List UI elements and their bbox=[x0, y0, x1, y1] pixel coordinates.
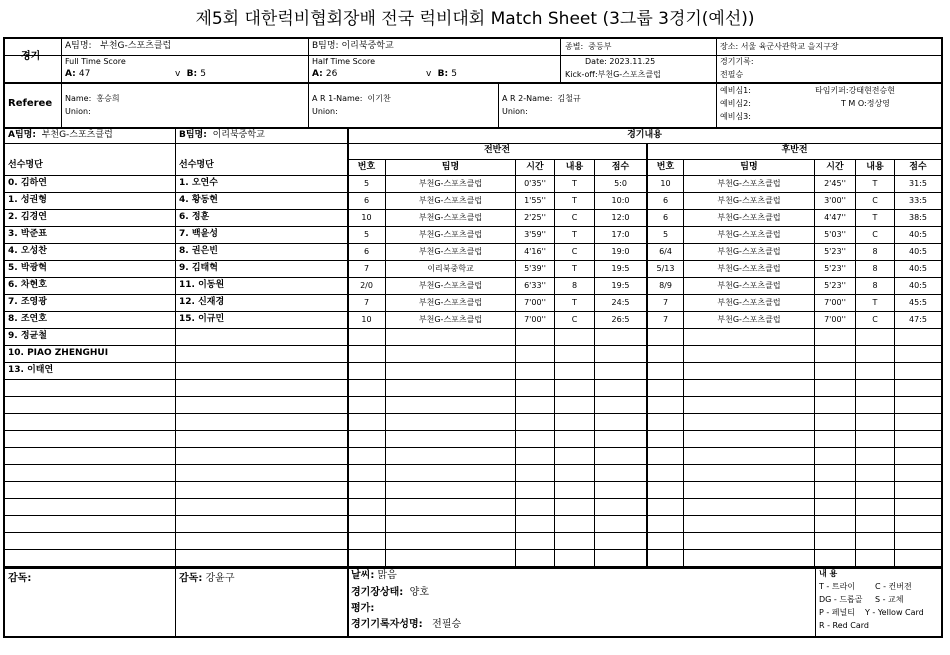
player-b: 9. 김태혁 bbox=[179, 263, 218, 273]
score-cell-first: 부천G-스포츠클럽 bbox=[418, 230, 483, 239]
player-a: 9. 정균철 bbox=[8, 331, 47, 341]
score-cell-first: 부천G-스포츠클럽 bbox=[418, 298, 483, 307]
score-cell-first: C bbox=[571, 315, 578, 324]
score-cell-first: 24:5 bbox=[611, 298, 630, 307]
score-cell-second: T bbox=[872, 298, 878, 307]
score-cell-second: 2'45'' bbox=[824, 179, 846, 188]
halftime-b-score: 5 bbox=[451, 69, 457, 79]
score-cell-second: 3'00'' bbox=[824, 196, 846, 205]
score-cell-first: 4'16'' bbox=[524, 247, 546, 256]
legend-item: R - Red Card bbox=[819, 621, 869, 630]
roster-b-header: 선수명단 bbox=[179, 160, 214, 170]
player-a: 3. 박준표 bbox=[8, 229, 47, 239]
referee-label: Referee bbox=[8, 98, 53, 109]
a-coach-label: 감독: bbox=[8, 573, 32, 584]
roster-b-team bbox=[179, 130, 265, 141]
score-cell-second: 8 bbox=[872, 247, 878, 256]
score-cell-first: 부천G-스포츠클럽 bbox=[418, 247, 483, 256]
second-half-header: 후반전 bbox=[781, 145, 808, 155]
eval-field bbox=[351, 603, 374, 615]
score-cell-second: 부천G-스포츠클럽 bbox=[717, 281, 781, 290]
score-cell-first: C bbox=[571, 213, 578, 222]
score-cell-second: 40:5 bbox=[909, 247, 927, 256]
referee-name-label: Name: bbox=[65, 94, 92, 103]
venue-label: 장소: bbox=[720, 42, 739, 51]
ar1-union-label: Union: bbox=[312, 107, 338, 116]
legend-item: P - 페널티 bbox=[819, 608, 855, 617]
ar2-name: 김철규 bbox=[557, 94, 581, 103]
score-cell-first: 2'25'' bbox=[524, 213, 546, 222]
fulltime-b: v B: 5 bbox=[175, 69, 206, 79]
score-cell-second: 5'23'' bbox=[824, 247, 846, 256]
score-cell-first: T bbox=[572, 179, 577, 188]
score-cell-first: 6 bbox=[363, 196, 370, 205]
player-a: 7. 조영광 bbox=[8, 297, 47, 307]
category-label: 종별: bbox=[565, 42, 584, 51]
player-a: 4. 오성찬 bbox=[8, 246, 47, 256]
score-cell-second: 4'47'' bbox=[824, 213, 846, 222]
score-cell-second: 5'03'' bbox=[824, 230, 846, 239]
ar2-label: A R 2-Name: bbox=[502, 94, 553, 103]
score-cell-first: 부천G-스포츠클럽 bbox=[418, 196, 483, 205]
score-cell-second: 7 bbox=[662, 298, 669, 307]
writer-label: 경기기록자성명: bbox=[351, 619, 423, 630]
b-team-label: B팀명: bbox=[312, 41, 339, 51]
date-value: 2023.11.25 bbox=[609, 57, 656, 66]
score-cell-second: 부천G-스포츠클럽 bbox=[717, 315, 781, 324]
score-cell-first: 10 bbox=[361, 315, 372, 324]
player-b: 12. 신재경 bbox=[179, 297, 225, 307]
player-b: 8. 권은빈 bbox=[179, 246, 218, 256]
player-b: 1. 오연수 bbox=[179, 178, 218, 188]
score-cell-first: 2/0 bbox=[360, 281, 373, 290]
score-cell-first: 10:0 bbox=[611, 196, 630, 205]
score-cell-second: 40:5 bbox=[909, 230, 927, 239]
col-header-first: 내용 bbox=[565, 162, 584, 172]
halftime-b: v B: 5 bbox=[426, 69, 457, 79]
legend-title: 내 용 bbox=[819, 569, 838, 578]
weather-label: 날씨: bbox=[351, 570, 375, 581]
col-header-first: 팀명 bbox=[441, 162, 460, 172]
score-cell-first: 부천G-스포츠클럽 bbox=[418, 315, 483, 324]
roster-a-header: 선수명단 bbox=[8, 160, 43, 170]
ar2-union-label: Union: bbox=[502, 107, 528, 116]
writer-field bbox=[351, 619, 461, 631]
score-cell-second: 6/4 bbox=[659, 247, 672, 256]
score-cell-second: 7'00'' bbox=[824, 315, 846, 324]
score-cell-second: 부천G-스포츠클럽 bbox=[717, 247, 781, 256]
score-cell-second: 47:5 bbox=[909, 315, 927, 324]
score-cell-first: 7'00'' bbox=[524, 298, 546, 307]
roster-a-name: 부천G-스포츠클럽 bbox=[41, 130, 113, 140]
venue-field bbox=[720, 42, 839, 52]
col-header-second: 점수 bbox=[909, 162, 927, 172]
score-cell-second: 8 bbox=[872, 281, 878, 290]
match-sheet bbox=[3, 37, 943, 638]
score-cell-second: 5'23'' bbox=[824, 281, 846, 290]
player-b: 4. 황동현 bbox=[179, 195, 218, 205]
weather-field bbox=[351, 570, 397, 582]
score-cell-first: 5 bbox=[363, 179, 370, 188]
recorder-label: 경기기록: bbox=[720, 57, 754, 66]
score-cell-second: 7'00'' bbox=[824, 298, 846, 307]
kickoff-label: Kick-off: bbox=[565, 70, 598, 79]
score-cell-first: 부천G-스포츠클럽 bbox=[418, 281, 483, 290]
score-cell-first: 10 bbox=[361, 213, 372, 222]
writer-name: 전필승 bbox=[432, 619, 462, 630]
col-header-first: 점수 bbox=[611, 162, 630, 172]
b-coach-name: 강윤구 bbox=[205, 573, 235, 584]
player-a: 8. 조연호 bbox=[8, 314, 47, 324]
score-cell-first: 6'33'' bbox=[524, 281, 546, 290]
ar1-label: A R 1-Name: bbox=[312, 94, 363, 103]
legend-item: T - 트라이 bbox=[819, 582, 856, 591]
player-a: 1. 성권형 bbox=[8, 195, 47, 205]
score-cell-second: 45:5 bbox=[909, 298, 927, 307]
recorder-value: 전필승 bbox=[720, 70, 744, 79]
score-cell-second: 8 bbox=[872, 264, 878, 273]
scoring-title: 경기내용 bbox=[627, 130, 662, 140]
score-cell-first: 1'55'' bbox=[524, 196, 546, 205]
score-cell-first: 12:0 bbox=[611, 213, 630, 222]
score-cell-second: 40:5 bbox=[909, 264, 927, 273]
score-cell-second: 부천G-스포츠클럽 bbox=[717, 179, 781, 188]
score-cell-first: 7 bbox=[363, 264, 370, 273]
score-cell-first: 부천G-스포츠클럽 bbox=[418, 179, 483, 188]
score-cell-first: 26:5 bbox=[611, 315, 630, 324]
score-cell-second: 8/9 bbox=[659, 281, 672, 290]
player-b: 11. 이동원 bbox=[179, 280, 225, 290]
score-cell-second: 33:5 bbox=[909, 196, 927, 205]
score-cell-first: 7 bbox=[363, 298, 370, 307]
b-coach-field bbox=[179, 573, 235, 585]
a-coach-field bbox=[8, 573, 31, 585]
timekeeper: 타임키퍼:강태현전승현 bbox=[815, 86, 895, 95]
referee-name: 홍승희 bbox=[96, 94, 120, 103]
score-cell-second: 5 bbox=[662, 230, 669, 239]
b-team-name: 이리북중학교 bbox=[341, 41, 394, 51]
game-label: 경기 bbox=[21, 51, 41, 62]
score-cell-first: 6 bbox=[363, 247, 370, 256]
roster-a-label: A팀명: bbox=[8, 130, 36, 140]
score-cell-second: 부천G-스포츠클럽 bbox=[717, 196, 781, 205]
a-team-name: 부천G-스포츠클럽 bbox=[100, 41, 172, 51]
col-header-first: 번호 bbox=[357, 162, 376, 172]
score-cell-second: C bbox=[872, 230, 878, 239]
score-cell-first: 0'35'' bbox=[524, 179, 546, 188]
referee-union-label: Union: bbox=[65, 107, 91, 116]
venue-value: 서울 육군사관학교 을지구장 bbox=[740, 42, 839, 51]
score-cell-second: 6 bbox=[662, 213, 669, 222]
player-a: 10. PIAO ZHENGHUI bbox=[8, 348, 109, 358]
player-a: 0. 김하연 bbox=[8, 178, 47, 188]
score-cell-second: T bbox=[872, 179, 878, 188]
score-cell-second: 7 bbox=[662, 315, 669, 324]
col-header-first: 시간 bbox=[526, 162, 544, 172]
score-cell-first: C bbox=[571, 247, 578, 256]
score-cell-second: 31:5 bbox=[909, 179, 927, 188]
reserve1-label: 예비심1: bbox=[720, 86, 751, 95]
kickoff-field bbox=[565, 70, 661, 80]
b-coach-label: 감독: bbox=[179, 573, 203, 584]
score-cell-first: 19:5 bbox=[611, 264, 630, 273]
halftime-a-score: 26 bbox=[325, 69, 338, 79]
score-cell-second: 부천G-스포츠클럽 bbox=[717, 298, 781, 307]
score-cell-second: T bbox=[872, 213, 878, 222]
col-header-second: 팀명 bbox=[740, 162, 758, 172]
player-b: 15. 이규민 bbox=[179, 314, 225, 324]
score-cell-first: 5 bbox=[363, 230, 370, 239]
b-team-field bbox=[312, 41, 394, 52]
roster-a-team bbox=[8, 130, 113, 141]
roster-b-name: 이리북중학교 bbox=[212, 130, 265, 140]
score-cell-first: 5:0 bbox=[614, 179, 627, 188]
player-a: 6. 차현호 bbox=[8, 280, 47, 290]
reserve2-label: 예비심2: bbox=[720, 99, 751, 108]
first-half-header: 전반전 bbox=[483, 145, 511, 155]
page-title: 제5회 대한럭비협회장배 전국 럭비대회 Match Sheet (3그룹 3경기(예선)) bbox=[195, 9, 755, 29]
ar1-name: 이기찬 bbox=[367, 94, 391, 103]
score-cell-first: 3'59'' bbox=[524, 230, 546, 239]
fulltime-label: Full Time Score bbox=[65, 57, 126, 66]
field-condition bbox=[351, 587, 429, 599]
score-cell-second: 38:5 bbox=[909, 213, 927, 222]
score-cell-first: 17:0 bbox=[611, 230, 630, 239]
referee-name-field bbox=[65, 94, 120, 104]
score-cell-second: 5'23'' bbox=[824, 264, 846, 273]
legend-item: DG - 드롭골 bbox=[819, 595, 863, 604]
player-a: 5. 박광혁 bbox=[8, 263, 47, 273]
score-cell-first: 8 bbox=[571, 281, 578, 290]
legend-item: Y - Yellow Card bbox=[865, 608, 924, 617]
halftime-a: A: 26 bbox=[312, 69, 338, 79]
score-cell-second: 40:5 bbox=[909, 281, 927, 290]
col-header-second: 번호 bbox=[656, 162, 675, 172]
score-cell-first: T bbox=[572, 264, 577, 273]
score-cell-second: 6 bbox=[662, 196, 669, 205]
a-team-label: A팀명: bbox=[65, 41, 92, 51]
field-label: 경기장상태: bbox=[351, 587, 404, 598]
player-b: 7. 백윤성 bbox=[179, 229, 218, 239]
col-header-second: 내용 bbox=[866, 162, 884, 172]
fulltime-b-score: 5 bbox=[200, 69, 206, 79]
score-cell-first: T bbox=[572, 230, 577, 239]
legend-item: S - 교체 bbox=[875, 595, 904, 604]
score-cell-first: 7'00'' bbox=[524, 315, 546, 324]
col-header-second: 시간 bbox=[826, 162, 844, 172]
score-cell-second: 부천G-스포츠클럽 bbox=[717, 213, 781, 222]
ar2-field bbox=[502, 94, 581, 104]
fulltime-a: A: 47 bbox=[65, 69, 91, 79]
score-cell-first: 19:5 bbox=[611, 281, 630, 290]
kickoff-value: 부천G-스포츠클럽 bbox=[597, 70, 661, 79]
score-cell-first: T bbox=[572, 298, 577, 307]
score-cell-second: 부천G-스포츠클럽 bbox=[717, 264, 781, 273]
score-cell-second: C bbox=[872, 315, 878, 324]
eval-label: 평가: bbox=[351, 603, 375, 614]
category-value: 중등부 bbox=[588, 42, 612, 51]
score-cell-first: 부천G-스포츠클럽 bbox=[418, 213, 483, 222]
score-cell-first: 19:0 bbox=[611, 247, 630, 256]
date-label: Date: bbox=[585, 57, 607, 66]
tmo: T M O:정상영 bbox=[841, 99, 890, 108]
date-field bbox=[585, 57, 655, 67]
player-a: 13. 이태연 bbox=[8, 365, 54, 375]
reserve3-label: 예비심3: bbox=[720, 112, 751, 121]
field-value: 양호 bbox=[409, 587, 429, 598]
score-cell-second: 10 bbox=[660, 179, 671, 188]
ar1-field bbox=[312, 94, 391, 104]
halftime-label: Half Time Score bbox=[312, 57, 376, 66]
category-field bbox=[565, 42, 611, 52]
score-cell-second: 5/13 bbox=[656, 264, 675, 273]
score-cell-first: 이리북중학교 bbox=[427, 264, 474, 273]
roster-b-label: B팀명: bbox=[179, 130, 207, 140]
score-cell-first: 5'39'' bbox=[524, 264, 546, 273]
score-cell-first: T bbox=[572, 196, 577, 205]
player-b: 6. 정훈 bbox=[179, 212, 210, 222]
legend-item: C - 컨버젼 bbox=[875, 582, 912, 591]
fulltime-a-score: 47 bbox=[78, 69, 91, 79]
score-cell-second: 부천G-스포츠클럽 bbox=[717, 230, 781, 239]
a-team-field bbox=[65, 41, 171, 52]
weather-value: 맑음 bbox=[377, 570, 397, 581]
player-a: 2. 김경연 bbox=[8, 212, 47, 222]
score-cell-second: C bbox=[872, 196, 878, 205]
